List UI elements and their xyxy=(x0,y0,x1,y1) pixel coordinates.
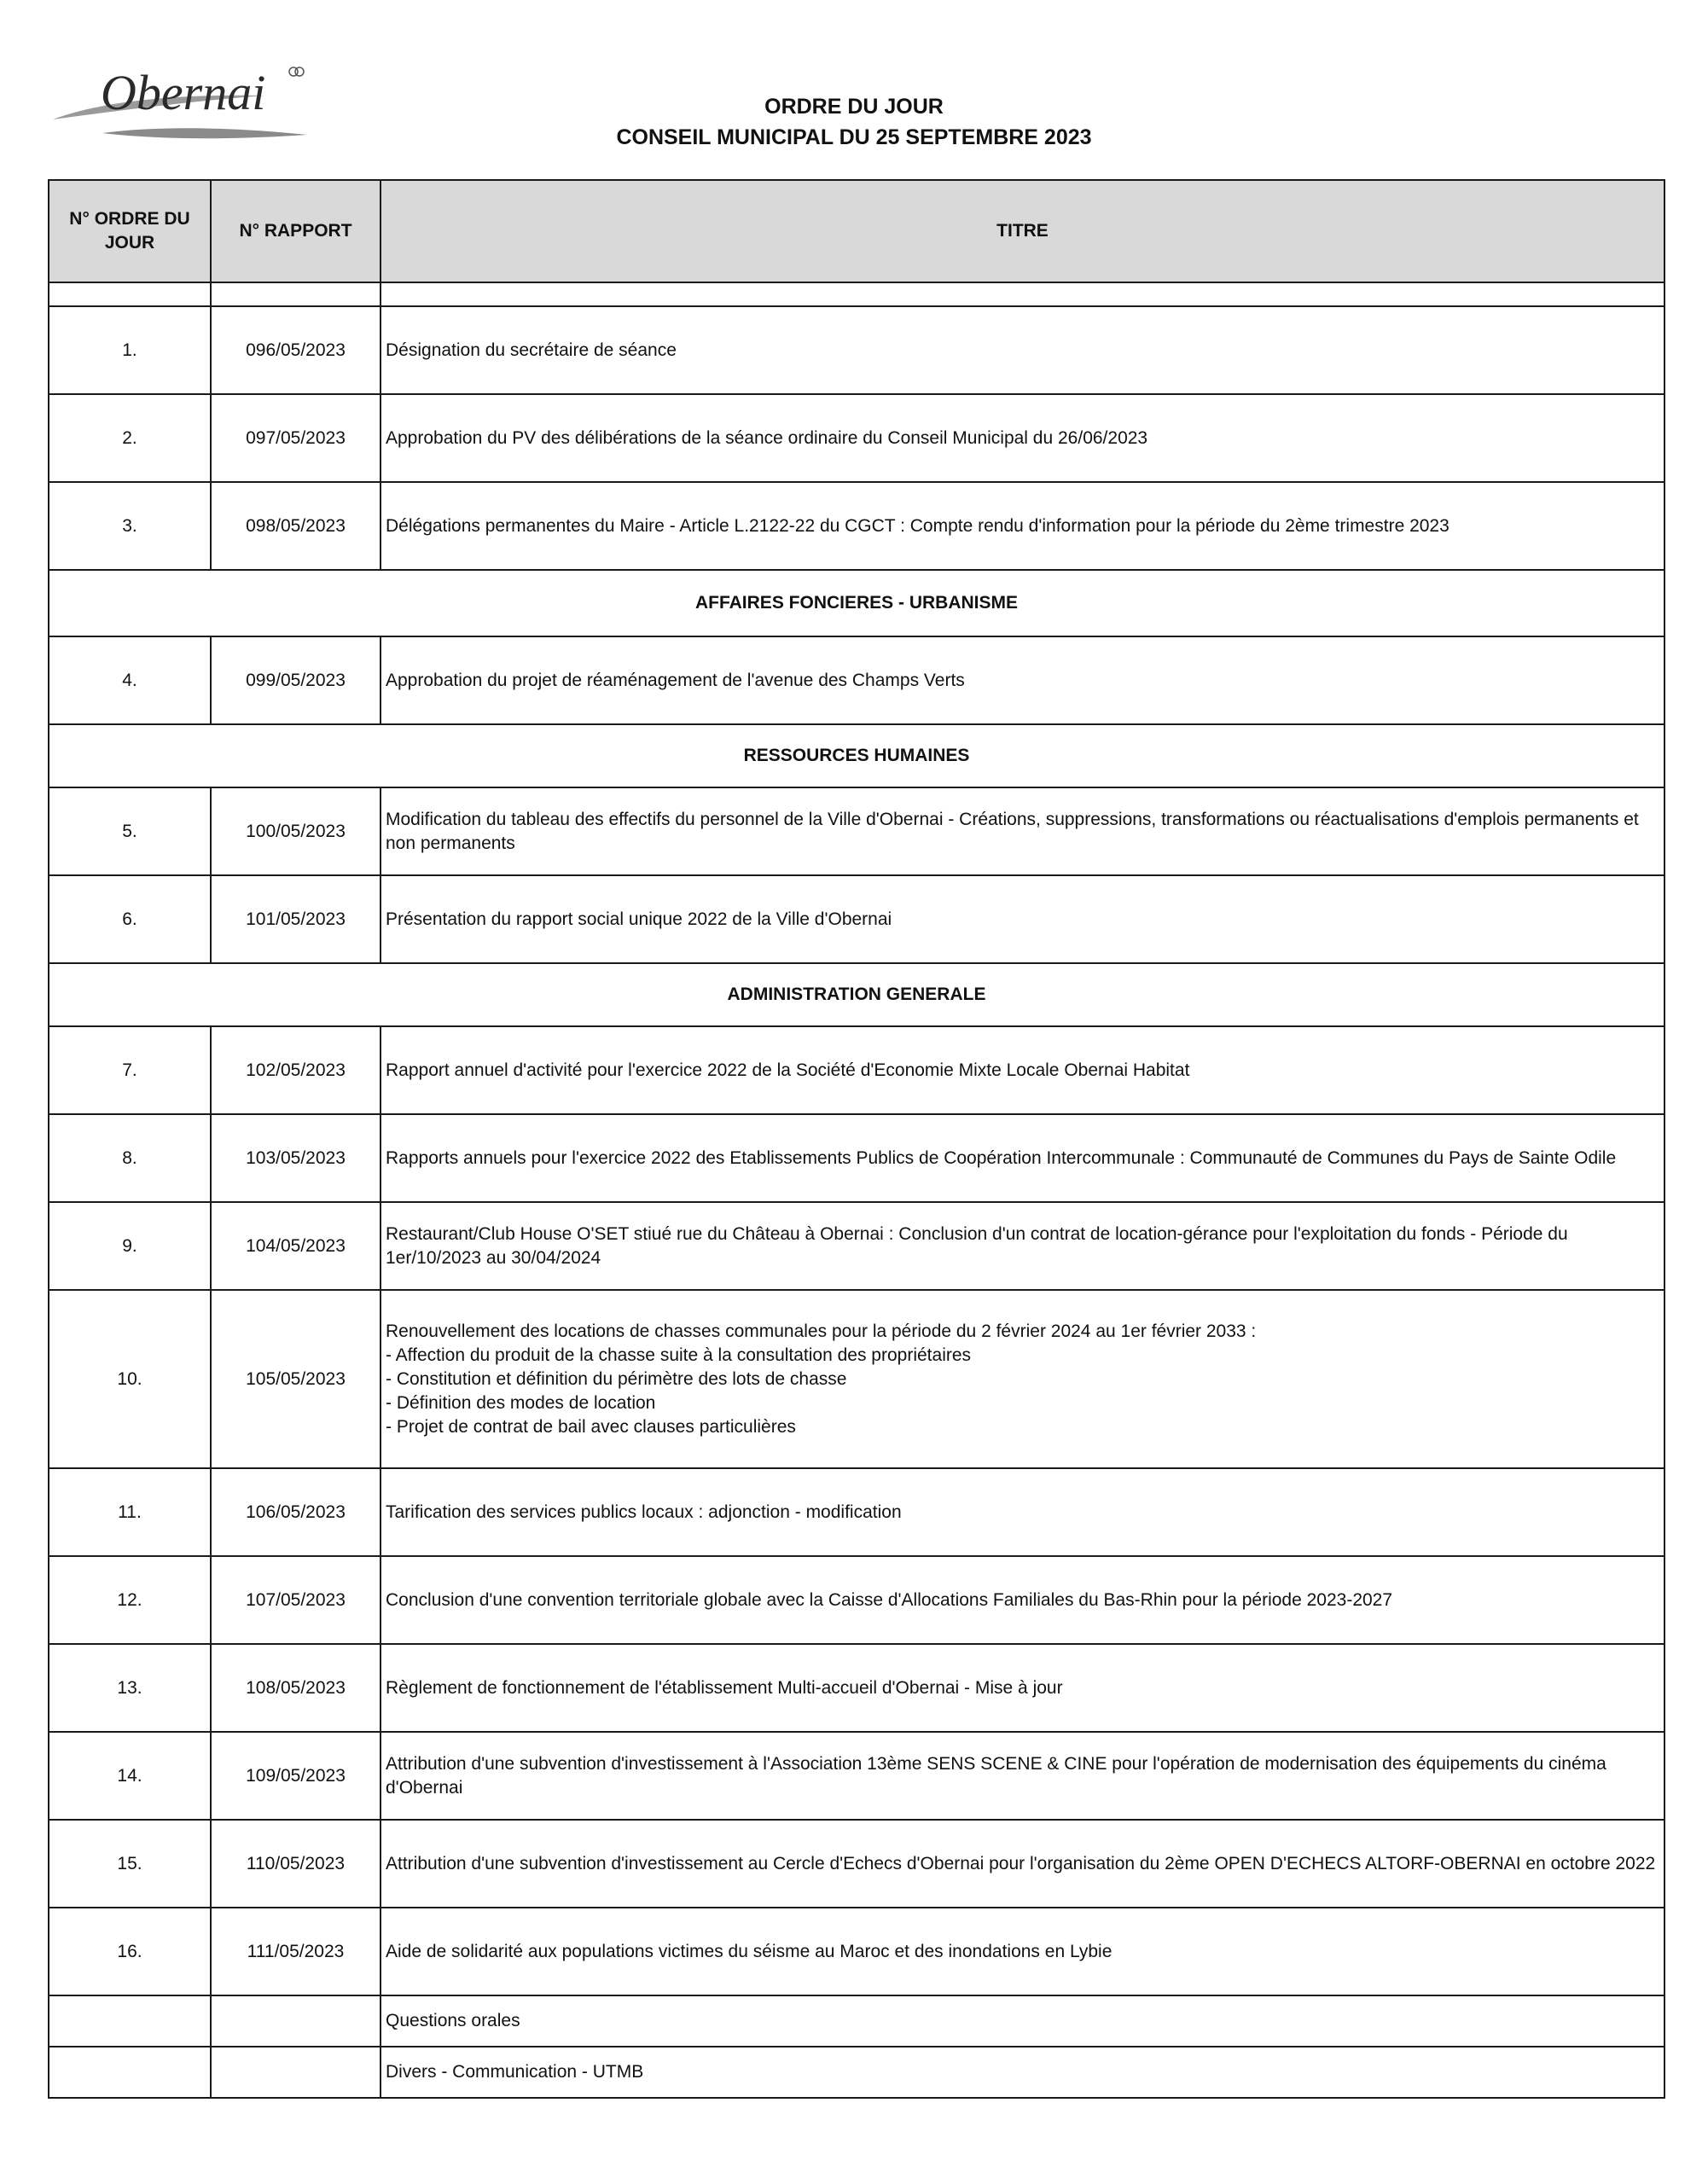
spacer-cell xyxy=(211,282,381,306)
row-rapport xyxy=(211,2047,381,2098)
row-title: Modification du tableau des effectifs du personnel de la Ville d'Obernai - Créations, suppressions, transformations ou réactualisations d'emplois permanents et non permanents xyxy=(381,787,1664,875)
row-title: Questions orales xyxy=(381,1995,1664,2047)
row-number xyxy=(49,2047,211,2098)
spacer-cell xyxy=(49,282,211,306)
row-title: Restaurant/Club House O'SET stiué rue du Château à Obernai : Conclusion d'un contrat de location-gérance pour l'exploitation du fonds - Période du 1er/10/2023 au 30/04/2024 xyxy=(381,1202,1664,1290)
row-number: 3. xyxy=(49,482,211,570)
row-rapport: 101/05/2023 xyxy=(211,875,381,963)
row-title: Aide de solidarité aux populations victimes du séisme au Maroc et des inondations en Lybie xyxy=(381,1908,1664,1995)
row-rapport: 111/05/2023 xyxy=(211,1908,381,1995)
logo-text: Obernai xyxy=(101,67,266,120)
spacer-row xyxy=(49,282,1664,306)
agenda-table xyxy=(48,179,1665,2099)
row-number: 16. xyxy=(49,1908,211,1995)
spacer-cell xyxy=(381,282,1664,306)
row-number: 1. xyxy=(49,306,211,394)
column-header-rapport: N° RAPPORT xyxy=(211,180,381,282)
row-number: 13. xyxy=(49,1644,211,1732)
row-rapport: 103/05/2023 xyxy=(211,1114,381,1202)
document-title: ORDRE DU JOUR xyxy=(764,95,944,119)
table-row xyxy=(49,1732,1664,1820)
row-title: Conclusion d'une convention territoriale globale avec la Caisse d'Allocations Familiales du Bas-Rhin pour la période 2023-2027 xyxy=(381,1556,1664,1644)
row-subitem: - Constitution et définition du périmètre des lots de chasse xyxy=(386,1368,847,1389)
row-number: 12. xyxy=(49,1556,211,1644)
table-row xyxy=(49,482,1664,570)
table-row xyxy=(49,1026,1664,1114)
row-number: 5. xyxy=(49,787,211,875)
row-title: Désignation du secrétaire de séance xyxy=(381,306,1664,394)
row-rapport: 097/05/2023 xyxy=(211,394,381,482)
row-rapport: 099/05/2023 xyxy=(211,636,381,724)
row-title: Renouvellement des locations de chasses communales pour la période du 2 février 2024 au 1er février 2033 : xyxy=(386,1321,1257,1341)
row-number: 9. xyxy=(49,1202,211,1290)
column-header-titre: TITRE xyxy=(381,180,1664,282)
row-number: 11. xyxy=(49,1468,211,1556)
row-number: 15. xyxy=(49,1820,211,1908)
table-row xyxy=(49,1995,1664,2047)
table-row xyxy=(49,1468,1664,1556)
row-title: Divers - Communication - UTMB xyxy=(381,2047,1664,2098)
section-row xyxy=(49,724,1664,787)
row-title-multiline xyxy=(381,1290,1664,1468)
table-row xyxy=(49,1290,1664,1468)
row-title: Délégations permanentes du Maire - Article L.2122-22 du CGCT : Compte rendu d'information pour la période du 2ème trimestre 2023 xyxy=(381,482,1664,570)
table-row xyxy=(49,1114,1664,1202)
section-row xyxy=(49,570,1664,636)
row-rapport: 106/05/2023 xyxy=(211,1468,381,1556)
row-number xyxy=(49,1995,211,2047)
section-heading: RESSOURCES HUMAINES xyxy=(49,724,1664,787)
row-title: Rapport annuel d'activité pour l'exercice 2022 de la Société d'Economie Mixte Locale Obernai Habitat xyxy=(381,1026,1664,1114)
row-title: Approbation du projet de réaménagement de l'avenue des Champs Verts xyxy=(381,636,1664,724)
row-title: Attribution d'une subvention d'investissement à l'Association 13ème SENS SCENE & CINE pour l'opération de modernisation des équipements du cinéma d'Obernai xyxy=(381,1732,1664,1820)
row-number: 4. xyxy=(49,636,211,724)
section-heading: ADMINISTRATION GENERALE xyxy=(49,963,1664,1026)
column-header-ordre: N° ORDRE DU JOUR xyxy=(49,180,211,282)
row-subitem: - Projet de contrat de bail avec clauses particulières xyxy=(386,1416,796,1437)
row-subitem: - Définition des modes de location xyxy=(386,1392,656,1413)
row-subitem: - Affection du produit de la chasse suite à la consultation des propriétaires xyxy=(386,1345,972,1365)
row-title: Tarification des services publics locaux : adjonction - modification xyxy=(381,1468,1664,1556)
row-number: 2. xyxy=(49,394,211,482)
row-title: Présentation du rapport social unique 2022 de la Ville d'Obernai xyxy=(381,875,1664,963)
row-rapport: 096/05/2023 xyxy=(211,306,381,394)
row-rapport: 108/05/2023 xyxy=(211,1644,381,1732)
table-row xyxy=(49,1644,1664,1732)
row-number: 7. xyxy=(49,1026,211,1114)
row-rapport xyxy=(211,1995,381,2047)
table-row xyxy=(49,1820,1664,1908)
row-number: 6. xyxy=(49,875,211,963)
section-heading: AFFAIRES FONCIERES - URBANISME xyxy=(49,570,1664,636)
table-row xyxy=(49,636,1664,724)
row-rapport: 104/05/2023 xyxy=(211,1202,381,1290)
row-title: Rapports annuels pour l'exercice 2022 des Etablissements Publics de Coopération Intercommunale : Communauté de Communes du Pays de Sainte Odile xyxy=(381,1114,1664,1202)
table-row xyxy=(49,394,1664,482)
table-row xyxy=(49,875,1664,963)
table-row xyxy=(49,1908,1664,1995)
table-row xyxy=(49,306,1664,394)
row-number: 8. xyxy=(49,1114,211,1202)
section-row xyxy=(49,963,1664,1026)
row-rapport: 110/05/2023 xyxy=(211,1820,381,1908)
table-row xyxy=(49,787,1664,875)
row-number: 10. xyxy=(49,1290,211,1468)
row-title: Approbation du PV des délibérations de la séance ordinaire du Conseil Municipal du 26/06/2023 xyxy=(381,394,1664,482)
row-number: 14. xyxy=(49,1732,211,1820)
table-row xyxy=(49,2047,1664,2098)
table-header-row xyxy=(49,180,1664,282)
row-rapport: 109/05/2023 xyxy=(211,1732,381,1820)
row-title: Attribution d'une subvention d'investissement au Cercle d'Echecs d'Obernai pour l'organisation du 2ème OPEN D'ECHECS ALTORF-OBERNAI en octobre 2022 xyxy=(381,1820,1664,1908)
table-row xyxy=(49,1556,1664,1644)
row-rapport: 105/05/2023 xyxy=(211,1290,381,1468)
table-row xyxy=(49,1202,1664,1290)
row-title: Règlement de fonctionnement de l'établissement Multi-accueil d'Obernai - Mise à jour xyxy=(381,1644,1664,1732)
row-rapport: 102/05/2023 xyxy=(211,1026,381,1114)
row-rapport: 100/05/2023 xyxy=(211,787,381,875)
document-subtitle: CONSEIL MUNICIPAL DU 25 SEPTEMBRE 2023 xyxy=(616,125,1092,149)
row-rapport: 107/05/2023 xyxy=(211,1556,381,1644)
row-rapport: 098/05/2023 xyxy=(211,482,381,570)
